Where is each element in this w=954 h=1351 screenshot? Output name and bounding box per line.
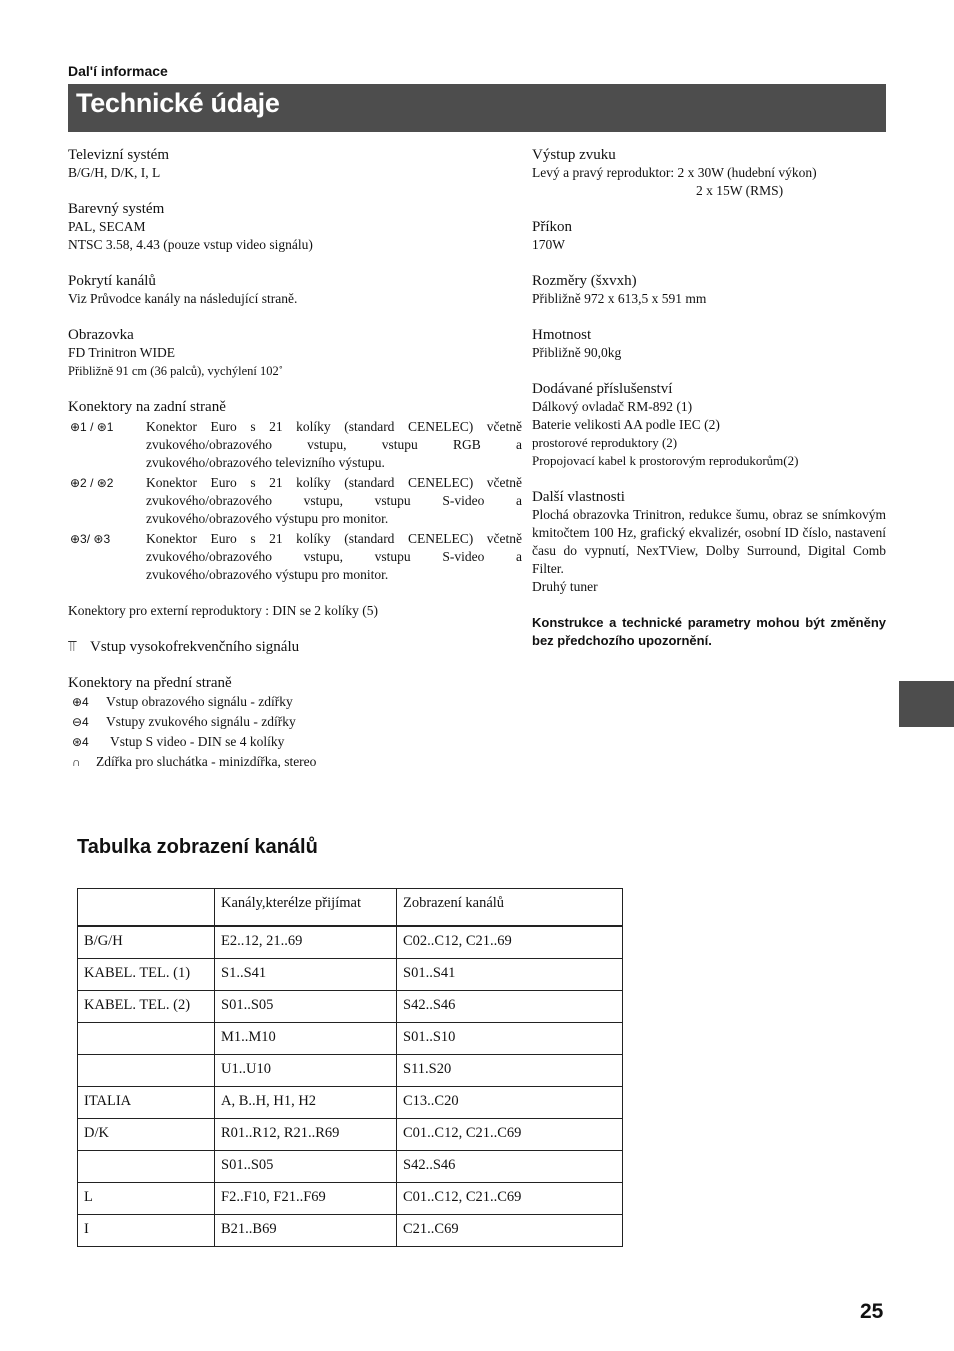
table-cell: S42..S46 bbox=[397, 991, 623, 1023]
table-header-row bbox=[78, 889, 623, 927]
front-connector-text: Vstup obrazového signálu - zdířky bbox=[106, 694, 293, 709]
table-row bbox=[78, 926, 623, 959]
spec-speaker-connectors: Konektory pro externí reproduktory : DIN se 2 kolíky (5) bbox=[68, 603, 379, 618]
table-cell: C13..C20 bbox=[397, 1087, 623, 1119]
table-cell: S01..S10 bbox=[397, 1023, 623, 1055]
left-column bbox=[68, 146, 522, 790]
spec-value: Přibližně 91 cm (36 palců), vychýlení 102˚ bbox=[68, 364, 283, 378]
connector-row bbox=[68, 418, 522, 472]
spec-label: Pokrytí kanálů bbox=[68, 273, 156, 289]
table-row bbox=[78, 1215, 623, 1247]
scart-1-icon: ⊕1 / ⊛1 bbox=[70, 420, 114, 434]
spec-accessories bbox=[532, 380, 886, 470]
connector-row bbox=[68, 474, 522, 528]
table-row bbox=[78, 959, 623, 991]
spec-channel-coverage bbox=[68, 272, 522, 308]
table-header-cell: Kanály,kterélze přijímat bbox=[215, 889, 397, 927]
spec-dimensions bbox=[532, 272, 886, 308]
table-row bbox=[78, 1183, 623, 1215]
spec-value: Levý a pravý reproduktor: 2 x 30W (hudební výkon) bbox=[532, 165, 817, 180]
front-connector-row bbox=[68, 752, 522, 772]
table-row bbox=[78, 991, 623, 1023]
table-cell: C01..C12, C21..C69 bbox=[397, 1119, 623, 1151]
spec-weight bbox=[532, 326, 886, 362]
table-cell bbox=[78, 1151, 215, 1183]
spec-value: Přibližně 972 x 613,5 x 591 mm bbox=[532, 291, 707, 306]
table-row bbox=[78, 1119, 623, 1151]
table-row bbox=[78, 1151, 623, 1183]
front-connector-text: Vstupy zvukového signálu - zdířky bbox=[106, 714, 296, 729]
connector-text: Konektor Euro s 21 kolíky (standard CENELEC) včetně zvukového/obrazového vstupu, vstupu RGB a zvukového/obrazového televizního výstupu. bbox=[146, 419, 522, 470]
spec-rf-input bbox=[68, 638, 522, 656]
rf-input-text: Vstup vysokofrekvenčního signálu bbox=[90, 639, 300, 655]
accessory-item: prostorové reproduktory (2) bbox=[532, 435, 678, 450]
table-header-cell bbox=[78, 889, 215, 927]
page-number: 25 bbox=[860, 1300, 884, 1323]
table-cell: B21..B69 bbox=[215, 1215, 397, 1247]
table-cell: C02..C12, C21..69 bbox=[397, 926, 623, 959]
spec-label: Dodávané příslušenství bbox=[532, 381, 673, 397]
connector-text: Konektor Euro s 21 kolíky (standard CENELEC) včetně zvukového/obrazového vstupu, vstupu S-video a zvukového/obrazového výstupu pro monitor. bbox=[146, 475, 522, 526]
spec-label: Konektory na zadní straně bbox=[68, 399, 226, 415]
spec-label: Konektory na přední straně bbox=[68, 675, 232, 691]
table-cell: S42..S46 bbox=[397, 1151, 623, 1183]
table-cell: M1..M10 bbox=[215, 1023, 397, 1055]
table-title: Tabulka zobrazení kanálů bbox=[77, 836, 318, 858]
spec-value: NTSC 3.58, 4.43 (pouze vstup video signálu) bbox=[68, 237, 313, 252]
table-cell: L bbox=[78, 1183, 215, 1215]
front-connector-row bbox=[68, 732, 522, 752]
features-extra: Druhý tuner bbox=[532, 579, 598, 594]
table-cell bbox=[78, 1055, 215, 1087]
connector-text: Konektor Euro s 21 kolíky (standard CENELEC) včetně zvukového/obrazového vstupu, vstupu S-video a zvukového/obrazového výstupu pro monitor. bbox=[146, 531, 522, 582]
table-cell: S1..S41 bbox=[215, 959, 397, 991]
table-cell: KABEL. TEL. (2) bbox=[78, 991, 215, 1023]
spec-label: Barevný systém bbox=[68, 201, 165, 217]
spec-label: Výstup zvuku bbox=[532, 147, 616, 163]
spec-sound-output bbox=[532, 146, 886, 200]
table-cell: F2..F10, F21..F69 bbox=[215, 1183, 397, 1215]
spec-value: PAL, SECAM bbox=[68, 219, 146, 234]
spec-rear-connectors bbox=[68, 398, 522, 584]
table-cell: ITALIA bbox=[78, 1087, 215, 1119]
features-text: Plochá obrazovka Trinitron, redukce šumu, obraz se snímkovým kmitočtem 100 Hz, grafický ekvalizér, osobní ID číslo, nastavení času do vypnutí, NexTView, Dolby Surround, Digital Comb Filter. bbox=[532, 507, 886, 576]
table-cell: S01..S05 bbox=[215, 1151, 397, 1183]
video-input-icon: ⊕4 bbox=[72, 695, 89, 709]
scart-2-icon: ⊕2 / ⊛2 bbox=[70, 476, 114, 490]
connector-row bbox=[68, 530, 522, 584]
section-label: Dalʹí informace bbox=[68, 63, 168, 79]
table-cell: D/K bbox=[78, 1119, 215, 1151]
table-cell: I bbox=[78, 1215, 215, 1247]
table-cell: R01..R12, R21..R69 bbox=[215, 1119, 397, 1151]
spec-label: Obrazovka bbox=[68, 327, 134, 343]
spec-front-connectors bbox=[68, 674, 522, 772]
spec-features bbox=[532, 488, 886, 596]
headphones-icon: ∩ bbox=[72, 755, 81, 769]
antenna-icon: ⫪ bbox=[68, 639, 77, 655]
side-tab bbox=[899, 681, 954, 727]
accessory-item: Baterie velikosti AA podle IEC (2) bbox=[532, 417, 720, 432]
spec-value: B/G/H, D/K, I, L bbox=[68, 165, 161, 180]
front-connector-row bbox=[68, 712, 522, 732]
table-cell: S01..S05 bbox=[215, 991, 397, 1023]
spec-label: Rozměry (šxvxh) bbox=[532, 273, 637, 289]
table-cell: S11.S20 bbox=[397, 1055, 623, 1087]
right-column bbox=[532, 146, 886, 650]
audio-input-icon: ⊖4 bbox=[72, 715, 89, 729]
spec-power bbox=[532, 218, 886, 254]
spec-label: Televizní systém bbox=[68, 147, 170, 163]
table-cell: KABEL. TEL. (1) bbox=[78, 959, 215, 991]
notice-text: Konstrukce a technické parametry mohou být změněny bez předchozího upozornění. bbox=[532, 615, 886, 648]
spec-label: Hmotnost bbox=[532, 327, 592, 343]
table-cell: E2..12, 21..69 bbox=[215, 926, 397, 959]
spec-screen bbox=[68, 326, 522, 380]
table-cell: C01..C12, C21..C69 bbox=[397, 1183, 623, 1215]
spec-value: 2 x 15W (RMS) bbox=[696, 183, 784, 198]
spec-value: Viz Průvodce kanály na následující straně. bbox=[68, 291, 298, 306]
table-row bbox=[78, 1055, 623, 1087]
spec-tv-system bbox=[68, 146, 522, 182]
spec-value: FD Trinitron WIDE bbox=[68, 345, 176, 360]
table-cell: A, B..H, H1, H2 bbox=[215, 1087, 397, 1119]
front-connector-text: Vstup S video - DIN se 4 kolíky bbox=[110, 734, 285, 749]
table-header-cell: Zobrazení kanálů bbox=[397, 889, 623, 927]
accessory-item: Propojovací kabel k prostorovým reprodukorům(2) bbox=[532, 453, 799, 468]
spec-value: 170W bbox=[532, 237, 565, 252]
page-title: Technické údaje bbox=[76, 88, 280, 118]
scart-3-icon: ⊕3/ ⊛3 bbox=[70, 532, 111, 546]
table-cell: S01..S41 bbox=[397, 959, 623, 991]
front-connector-row bbox=[68, 692, 522, 712]
table-row bbox=[78, 1087, 623, 1119]
accessory-item: Dálkový ovladač RM-892 (1) bbox=[532, 399, 693, 414]
s-video-icon: ⊛4 bbox=[72, 735, 89, 749]
front-connector-text: Zdířka pro sluchátka - minizdířka, stereo bbox=[96, 754, 317, 769]
table-cell: C21..C69 bbox=[397, 1215, 623, 1247]
channel-table bbox=[77, 888, 623, 1247]
table-cell: B/G/H bbox=[78, 926, 215, 959]
spec-label: Příkon bbox=[532, 219, 573, 235]
table-row bbox=[78, 1023, 623, 1055]
spec-label: Další vlastnosti bbox=[532, 489, 625, 505]
spec-value: Přibližně 90,0kg bbox=[532, 345, 622, 360]
table-cell bbox=[78, 1023, 215, 1055]
table-cell: U1..U10 bbox=[215, 1055, 397, 1087]
spec-color-system bbox=[68, 200, 522, 254]
